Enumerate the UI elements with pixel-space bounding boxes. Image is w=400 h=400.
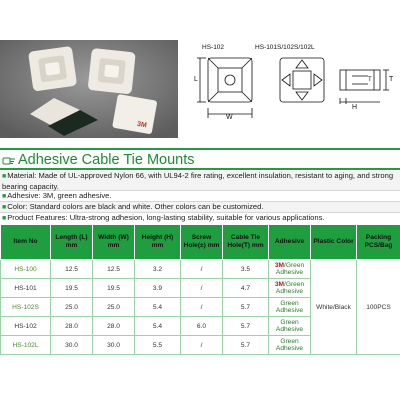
page-title: Adhesive Cable Tie Mounts: [18, 152, 195, 168]
cell-item: HS-101: [1, 279, 51, 298]
cell-length: 30.0: [51, 336, 93, 355]
cell-width: 30.0: [93, 336, 135, 355]
dim-length-label: L: [194, 76, 198, 83]
feature-text: Color: Standard colors are black and white. Other colors can be customized.: [7, 202, 264, 211]
cell-tie: 5.7: [223, 317, 269, 336]
header-plastic-color: Plastic Color: [311, 225, 357, 260]
header-height: Height (H) mm: [135, 225, 181, 260]
table-row: [1, 260, 400, 279]
bullet-icon: ■: [2, 193, 7, 200]
cell-item: HS-100: [1, 260, 51, 279]
feature-text: Product Features: Ultra-strong adhesion, long-lasting stability, suitable for various applications.: [7, 213, 325, 222]
dim-hole-label: T: [368, 77, 372, 83]
dim-height-label: H: [352, 104, 358, 111]
cell-height: 3.2: [135, 260, 181, 279]
cell-adhesive: [269, 336, 311, 355]
section-title-bar: [0, 148, 400, 170]
cell-screw: /: [181, 336, 223, 355]
cell-length: 19.5: [51, 279, 93, 298]
cell-length: 12.5: [51, 260, 93, 279]
header-length: Length (L) mm: [51, 225, 93, 260]
cell-height: 5.5: [135, 336, 181, 355]
spec-table: [0, 224, 400, 355]
cell-width: 12.5: [93, 260, 135, 279]
cell-tie: 5.7: [223, 298, 269, 317]
cell-adhesive: [269, 298, 311, 317]
cell-adhesive: [269, 317, 311, 336]
table-header-row: [1, 225, 400, 260]
cell-screw: 6.0: [181, 317, 223, 336]
technical-drawing: [180, 40, 400, 138]
bullet-icon: ■: [2, 173, 7, 180]
adhesive-brand: 3M: [274, 262, 284, 269]
feature-text: Adhesive: 3M, green adhesive.: [7, 191, 112, 200]
feature-material: [0, 171, 400, 191]
cell-length: 28.0: [51, 317, 93, 336]
dim-width-label: W: [226, 114, 233, 121]
dim-thickness-label: T: [389, 76, 394, 83]
cell-tie: 5.7: [223, 336, 269, 355]
header-packing: Packing PCS/Bag: [357, 225, 400, 260]
cell-packing: 100PCS: [357, 260, 400, 355]
pointing-hand-icon: [2, 153, 16, 167]
cell-screw: /: [181, 279, 223, 298]
feature-color: [0, 202, 400, 213]
adhesive-text: Green Adhesive: [275, 338, 304, 352]
adhesive-brand: 3M: [274, 281, 284, 288]
cable-tie-mount-photo-image: [0, 40, 178, 138]
feature-text: Material: Made of UL-approved Nylon 66, with UL94-2 fire rating, excellent insulation, resistant to aging, and strong bearing capacity.: [2, 171, 394, 191]
cell-length: 25.0: [51, 298, 93, 317]
product-photo: [0, 40, 178, 138]
cell-adhesive: [269, 260, 311, 279]
cell-tie: 3.5: [223, 260, 269, 279]
svg-text:3M: 3M: [136, 120, 148, 130]
cell-height: 5.4: [135, 298, 181, 317]
feature-product: [0, 213, 400, 224]
cell-item: HS-102S: [1, 298, 51, 317]
bullet-icon: ■: [2, 204, 7, 211]
cell-plastic-color: White/Black: [311, 260, 357, 355]
header-item-no: Item No: [1, 225, 51, 260]
product-header: [0, 36, 400, 140]
cell-screw: /: [181, 298, 223, 317]
cell-width: 25.0: [93, 298, 135, 317]
adhesive-text: Green Adhesive: [275, 300, 304, 314]
cell-height: 5.4: [135, 317, 181, 336]
bullet-icon: ■: [2, 215, 7, 222]
cell-item: HS-102L: [1, 336, 51, 355]
cell-tie: 4.7: [223, 279, 269, 298]
dimension-drawing-icon: [180, 40, 400, 138]
cell-screw: /: [181, 260, 223, 279]
cell-width: 19.5: [93, 279, 135, 298]
adhesive-text: Green Adhesive: [275, 319, 304, 333]
cell-adhesive: [269, 279, 311, 298]
header-screw-hole: Screw Hole(±) mm: [181, 225, 223, 260]
cell-width: 28.0: [93, 317, 135, 336]
adhesive-text: /Green Adhesive: [275, 262, 305, 276]
cell-height: 3.9: [135, 279, 181, 298]
feature-adhesive: [0, 191, 400, 202]
diagram-label-left: HS-102: [202, 44, 225, 51]
diagram-label-right: HS-101S/102S/102L: [255, 44, 315, 51]
header-width: Width (W) mm: [93, 225, 135, 260]
cell-item: HS-102: [1, 317, 51, 336]
adhesive-text: /Green Adhesive: [275, 281, 305, 295]
header-adhesive: Adhesive: [269, 225, 311, 260]
header-cable-tie-hole: Cable Tie Hole(T) mm: [223, 225, 269, 260]
